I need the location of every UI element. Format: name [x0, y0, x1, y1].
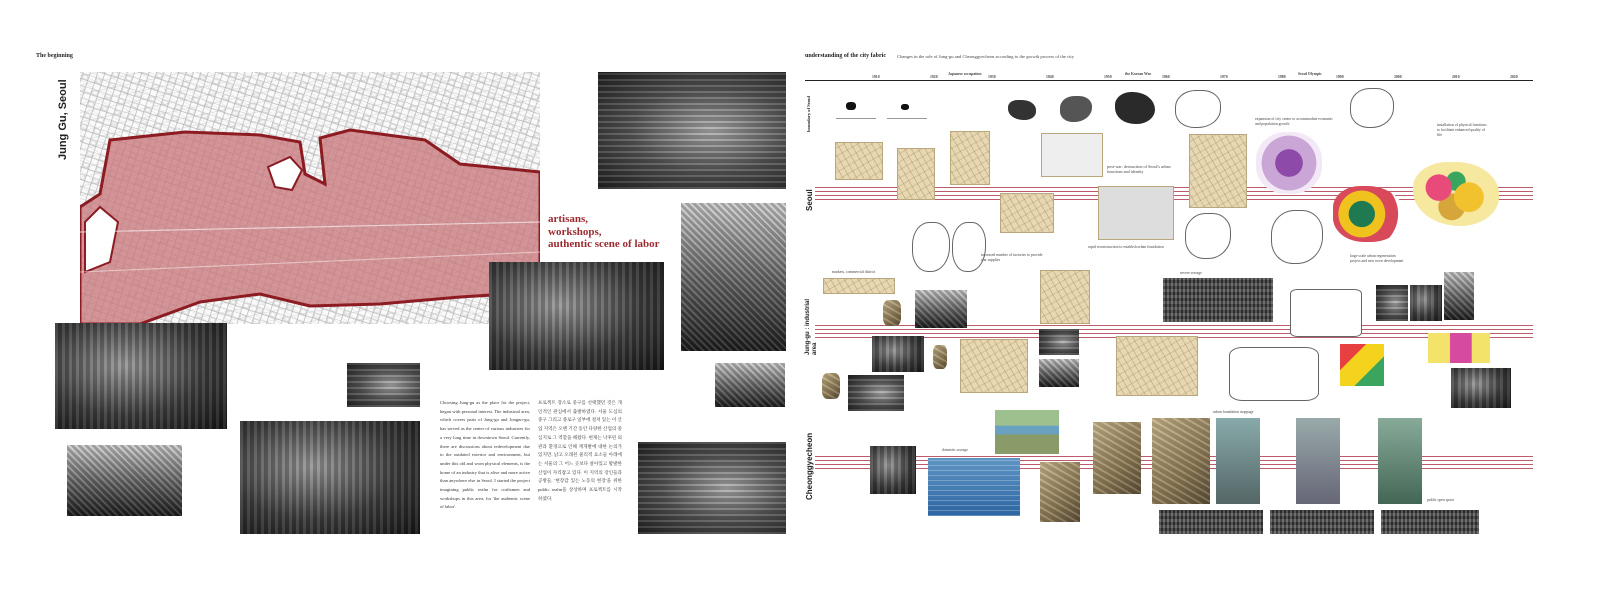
jung-gu-photo-2015	[1451, 368, 1511, 408]
jung-gu-map-1950	[1040, 270, 1090, 324]
cheonggye-highway-1980	[1216, 418, 1260, 504]
figure-illustration-1	[883, 300, 901, 326]
seoul-diagram-1985	[1271, 210, 1323, 264]
right-header: understanding of the city fabric	[805, 53, 886, 59]
year-label-1960: 1960	[1162, 75, 1170, 79]
caption-line-3: authentic scene of labor	[548, 238, 660, 250]
row-label-cheonggyecheon: Cheonggyecheon	[805, 432, 814, 500]
shop-interior-photo	[489, 262, 664, 370]
year-label-2000: 2000	[1394, 75, 1402, 79]
boundary-1960	[1115, 92, 1155, 124]
boundary-1970	[1175, 90, 1221, 128]
jung-gu-photo-1920	[872, 336, 924, 372]
seoul-outline-1925	[912, 222, 950, 272]
seoul-map-1930	[950, 131, 990, 185]
boundary-1920	[887, 98, 927, 119]
seoul-map-1920	[897, 148, 935, 200]
right-subheader: Changes in the role of Jung-gu and Cheonggyecheon according to the growth process of the city	[897, 54, 1074, 59]
seoul-map-2010-color	[1413, 162, 1499, 226]
row-label-jung-gu: Jung-gu : industrial area	[805, 299, 818, 355]
seoul-map-2000-color	[1333, 186, 1405, 242]
boundary-1940	[1008, 100, 1036, 120]
jung-gu-diagram-1980	[1290, 289, 1362, 337]
cheonggye-highway-1995	[1296, 418, 1340, 504]
seoul-map-1980-purple	[1256, 132, 1322, 194]
boundary-1910	[836, 98, 876, 119]
jung-gu-strip-map	[823, 278, 895, 294]
annotation-public-open: public open space	[1427, 498, 1455, 502]
cheonggye-photo-1960	[1093, 422, 1141, 494]
jung-gu-photo-1915	[848, 375, 904, 411]
annotation-installation: installation of physical functions to facilitate enhanced quality of life	[1437, 123, 1487, 137]
jung-gu-photo-1930	[915, 290, 967, 328]
year-label-1990: 1990	[1336, 75, 1344, 79]
jung-gu-photo-1990a	[1376, 285, 1408, 321]
annotation-rapid: rapid reconstruction to establish urban foundation	[1088, 245, 1164, 249]
annotation-factories: increased number of factories to provide war supplies	[981, 253, 1043, 262]
year-label-1910: 1910	[872, 75, 880, 79]
cheonggye-stream-2005	[1378, 418, 1422, 504]
paragraph-english: Choosing Jung-gu as the place for the project, began with personal interest. The industrial area, which covers parts of Jung-gu and Jongno-gu, has served as the center of various industries for a very long time in downtown Seoul. Currently, there are discussions about redevelopment due to the outdated exterior and environment, but under this old and worn physical elements, is the home of an industry that is alive and more active than anywhere else in Seoul. I started the project imagining public realm for craftsmen and workshops in this area, for 'the authentic scene of labor'.	[440, 400, 530, 510]
annotation-large-scale: large scale urban regeneration project and new town development	[1350, 254, 1404, 263]
seoul-map-1940	[1000, 193, 1054, 233]
annotation-post-war: post-war: destruction of Seoul's urban functions and identity	[1107, 164, 1171, 175]
building-tower-photo	[681, 203, 786, 351]
era-korean-war: the Korean War	[1125, 72, 1152, 76]
cheonggye-photo-1920	[870, 446, 916, 494]
boundary-1950	[1060, 96, 1092, 122]
cheonggye-aerial-1	[1159, 510, 1263, 534]
row-label-boundary: boundary of Seoul	[806, 96, 811, 132]
caption-line-2: workshops,	[548, 225, 602, 238]
year-label-1920: 1920	[930, 75, 938, 79]
figure-illustration-2	[933, 345, 947, 369]
jung-gu-photo-1990b	[1410, 285, 1442, 321]
vertical-title: Jung Gu, Seoul	[57, 79, 69, 160]
seoul-map-1970	[1189, 134, 1247, 208]
year-label-1930: 1930	[988, 75, 996, 79]
jung-gu-map	[80, 72, 540, 324]
red-caption	[548, 213, 660, 251]
cheonggye-aerial-2	[1270, 510, 1374, 534]
year-label-1970: 1970	[1220, 75, 1228, 79]
row-label-seoul: Seoul	[805, 189, 814, 211]
crowded-workshop-photo	[240, 421, 420, 534]
seoul-outline-1935	[952, 222, 986, 272]
annotation-expansion: expansion of city center to accommodate economic and population growth	[1255, 117, 1334, 126]
pipes-photo	[347, 363, 420, 407]
era-japanese: Japanese occupation	[948, 72, 982, 76]
year-label-1940: 1940	[1046, 75, 1054, 79]
jung-gu-diagram-1975	[1229, 347, 1319, 401]
tools-photo	[638, 442, 786, 534]
year-label-1980: 1980	[1278, 75, 1286, 79]
annotation-urban-foundation: urban foundation stoppage	[1213, 410, 1254, 414]
cheonggye-aerial-3	[1381, 510, 1479, 534]
cheonggye-photo-1950	[1040, 462, 1080, 522]
annotation-markets: markets, commercial district	[832, 270, 876, 274]
cheonggye-blueprint	[928, 458, 1020, 516]
street-photo-small	[715, 363, 785, 407]
year-label-2020: 2020	[1510, 75, 1518, 79]
paragraph-korean: 프로젝트 장소로 중구를 선택했던 것은 개인적인 관심에서 출발하였다. 서울 도심의 중구 그리고 종로구 일부에 걸쳐 있는 이 산업 지역은 오랜 기간 동안 다양한 산업의 중심지로 그 역할을 해왔다. 현재는 낙후된 외관과 환경으로 인해 재개발에 대한 논의가 있지만, 낡고 오래된 물리적 요소들 아래에는 서울의 그 어느 곳보다 살아있고 활발한 산업이 자리잡고 있다. 이 지역의 장인들과 공방들, '현장감 있는 노동의 현장'을 위한 public realm을 상상하며 프로젝트를 시작하였다.	[538, 400, 622, 501]
seoul-map-1945	[1041, 133, 1103, 177]
annotation-severe: severe sewage	[1180, 271, 1202, 275]
cheonggye-painting	[995, 410, 1059, 454]
jung-gu-photo-1950b	[1039, 359, 1079, 387]
boundary-2000	[1350, 88, 1394, 128]
jung-gu-photo-2000	[1444, 272, 1474, 320]
timeline-axis	[805, 80, 1533, 81]
jung-gu-map-1935	[960, 339, 1028, 393]
jung-gu-aerial-1970	[1163, 278, 1273, 322]
year-label-2010: 2010	[1452, 75, 1460, 79]
machine-photo	[55, 323, 227, 429]
seoul-diagram-1975	[1185, 213, 1231, 259]
storefront-photo	[67, 445, 182, 516]
annotation-domestic: domestic sewage	[942, 448, 968, 452]
seoul-map-1960	[1098, 186, 1174, 240]
jung-gu-map-1965	[1116, 336, 1198, 396]
workshop-photo-1	[598, 72, 786, 189]
year-label-1950: 1950	[1104, 75, 1112, 79]
caption-line-1: artisans,	[548, 213, 589, 225]
left-header: The beginning	[36, 53, 73, 59]
cheonggye-photo-1970	[1152, 418, 1210, 504]
jung-gu-photo-1950a	[1039, 329, 1079, 355]
figure-illustration-3	[822, 373, 840, 399]
jung-gu-colormap-2010	[1428, 333, 1490, 363]
seoul-map-1910	[835, 142, 883, 180]
jung-gu-colormap-1990	[1340, 344, 1384, 386]
era-olympic: Seoul Olympic	[1298, 72, 1322, 76]
